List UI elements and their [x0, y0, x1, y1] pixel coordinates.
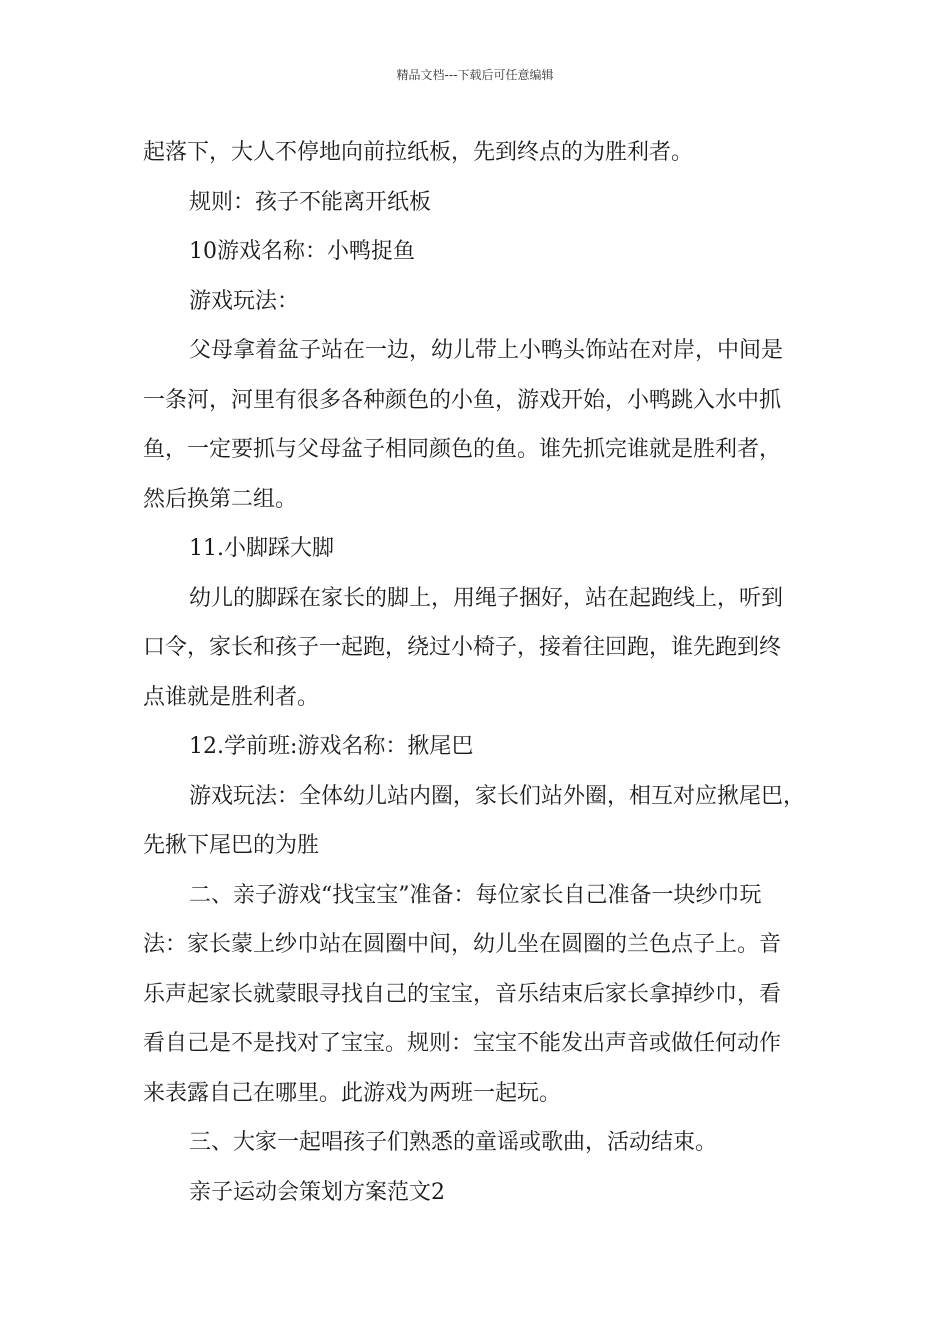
text-line: 三、大家一起唱孩子们熟悉的童谣或歌曲，活动结束。: [189, 1130, 718, 1155]
section-heading: 12.学前班:游戏名称：揪尾巴: [189, 734, 474, 759]
document-body: [143, 128, 813, 1217]
text-line: 鱼，一定要抓与父母盆子相同颜色的鱼。谁先抓完谁就是胜利者，: [143, 437, 782, 462]
text-line: 起落下，大人不停地向前拉纸板，先到终点的为胜利者。: [143, 140, 694, 165]
text-line: 来表露自己在哪里。此游戏为两班一起玩。: [143, 1080, 562, 1106]
page-header: 精品文档---下载后可任意编辑: [396, 68, 554, 82]
text-line: 游戏玩法：全体幼儿站内圈，家长们站外圈，相互对应揪尾巴，: [189, 783, 806, 809]
text-line: 规则：孩子不能离开纸板: [189, 189, 432, 215]
text-line: 口令，家长和孩子一起跑，绕过小椅子，接着往回跑，谁先跑到终: [143, 635, 782, 660]
text-line: 点谁就是胜利者。: [143, 684, 320, 710]
text-line: 游戏玩法：: [189, 288, 300, 314]
section-heading: 10游戏名称：小鸭捉鱼: [189, 239, 415, 264]
section-heading: 亲子运动会策划方案范文2: [189, 1179, 445, 1205]
text-line: 乐声起家长就蒙眼寻找自己的宝宝，音乐结束后家长拿掉纱巾，看: [143, 981, 782, 1007]
text-line: 法：家长蒙上纱巾站在圆圈中间，幼儿坐在圆圈的兰色点子上。音: [143, 932, 782, 957]
text-line: 二、亲子游戏“找宝宝”准备：每位家长自己准备一块纱巾玩: [189, 882, 762, 908]
text-line: 幼儿的脚踩在家长的脚上，用绳子捆好，站在起跑线上，听到: [189, 585, 784, 611]
text-line: 先揪下尾巴的为胜: [143, 833, 320, 858]
text-line: 一条河，河里有很多各种颜色的小鱼，游戏开始，小鸭跳入水中抓: [143, 387, 782, 413]
section-heading: 11.小脚踩大脚: [189, 536, 334, 561]
text-line: 然后换第二组。: [143, 486, 298, 512]
text-line: 父母拿着盆子站在一边，幼儿带上小鸭头饰站在对岸，中间是: [189, 338, 784, 363]
text-line: 看自己是不是找对了宝宝。规则：宝宝不能发出声音或做任何动作: [143, 1031, 782, 1056]
